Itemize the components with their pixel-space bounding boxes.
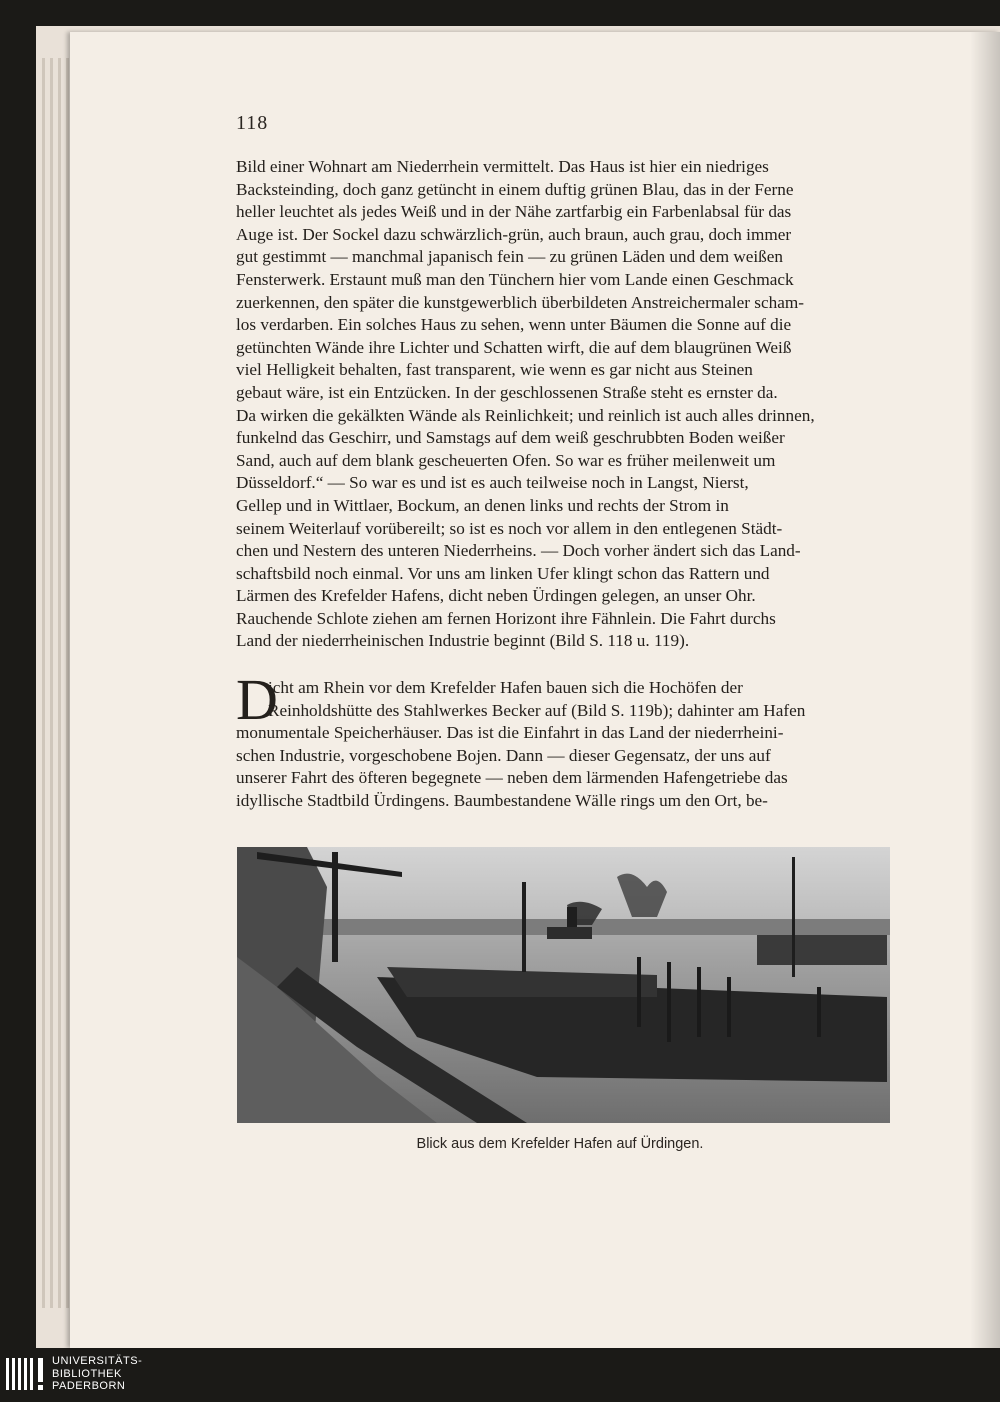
text-line: gut gestimmt — manchmal japanisch fein — zu grünen Läden und dem weißen [236, 247, 783, 267]
text-line: chen und Nestern des unteren Niederrheins. — Doch vorher ändert sich das Land- [236, 541, 801, 561]
text-line: schaftsbild noch einmal. Vor uns am linken Ufer klingt schon das Rattern und [236, 563, 770, 583]
library-logo-icon [4, 1354, 48, 1394]
text-line: getünchten Wände ihre Lichter und Schatten wirft, die auf dem blaugrünen Weiß [236, 337, 792, 357]
library-footer [0, 1350, 1000, 1402]
text-line: funkelnd das Geschirr, und Samstags auf dem weiß geschrubbten Boden weißer [236, 428, 785, 448]
page-edge [50, 58, 53, 1308]
page-number: 118 [236, 112, 269, 134]
text-line: seinem Weiterlauf vorübereilt; so ist es noch vor allem in den entlegenen Städt- [236, 518, 783, 538]
text-line: icht am Rhein vor dem Krefelder Hafen bauen sich die Hochöfen der [268, 678, 743, 697]
text-line: zuerkennen, den später die kunstgewerblich überbildeten Anstreichermaler scham- [236, 292, 804, 312]
text-line: Backsteinding, doch ganz getüncht in einem duftig grünen Blau, das in der Ferne [236, 179, 794, 199]
text-line: idyllische Stadtbild Ürdingens. Baumbestandene Wälle rings um den Ort, be- [236, 790, 768, 810]
drop-cap: D [236, 667, 278, 732]
paragraph-2 [236, 667, 890, 813]
text-line: schen Industrie, vorgeschobene Bojen. Dann — dieser Gegensatz, der uns auf [236, 745, 771, 765]
page-edge [58, 58, 61, 1308]
text-line: Düsseldorf.“ — So war es und ist es auch teilweise noch in Langst, Nierst, [236, 473, 749, 493]
paragraph-1 [236, 156, 890, 653]
text-line: Reinholdshütte des Stahlwerkes Becker auf (Bild S. 119b); dahinter am Hafen [268, 700, 806, 720]
text-line: Fensterwerk. Erstaunt muß man den Tünchern hier vom Lande einen Geschmack [236, 269, 794, 289]
text-line: Lärmen des Krefelder Hafens, dicht neben Ürdingen gelegen, an unser Ohr. [236, 586, 756, 606]
text-line: Bild einer Wohnart am Niederrhein vermittelt. Das Haus ist hier ein niedriges [236, 157, 769, 176]
text-line: gebaut wäre, ist ein Entzücken. In der geschlossenen Straße steht es ernster da. [236, 382, 778, 402]
photo-caption: Blick aus dem Krefelder Hafen auf Ürdingen. [416, 1136, 704, 1152]
text-line: heller leuchtet als jedes Weiß und in der Nähe zartfarbig ein Farbenlabsal für das [236, 202, 792, 222]
text-line: monumentale Speicherhäuser. Das ist die Einfahrt in das Land der niederrheini- [236, 723, 784, 743]
text-line: Land der niederrheinischen Industrie beginnt (Bild S. 118 u. 119). [236, 631, 690, 651]
text-line: Sand, auch auf dem blank gescheuerten Ofen. So war es früher meilenweit um [236, 450, 776, 470]
page-edge [66, 58, 69, 1308]
text-line: Rauchende Schlote ziehen am fernen Horizont ihre Fähnlein. Die Fahrt durchs [236, 608, 776, 628]
text-line: Gellep und in Wittlaer, Bockum, an denen links und rechts der Strom in [236, 495, 729, 515]
library-name [52, 1355, 142, 1393]
text-line: Da wirken die gekälkten Wände als Reinlichkeit; und reinlich ist auch alles drinnen, [236, 405, 815, 425]
text-line: viel Helligkeit behalten, fast transparent, wie wenn es gar nicht aus Steinen [236, 360, 753, 380]
page-edge [42, 58, 45, 1308]
harbor-photograph [237, 847, 890, 1123]
library-name-line: PADERBORN [52, 1380, 126, 1392]
text-line: los verdarben. Ein solches Haus zu sehen, wenn unter Bäumen die Sonne auf die [236, 315, 792, 335]
text-line: Auge ist. Der Sockel dazu schwärzlich-grün, auch braun, auch grau, doch immer [236, 224, 792, 244]
library-name-line: UNIVERSITÄTS- [52, 1355, 143, 1367]
library-name-line: BIBLIOTHEK [52, 1367, 122, 1380]
text-line: unserer Fahrt des öfteren begegnete — neben dem lärmenden Hafengetriebe das [236, 768, 788, 788]
